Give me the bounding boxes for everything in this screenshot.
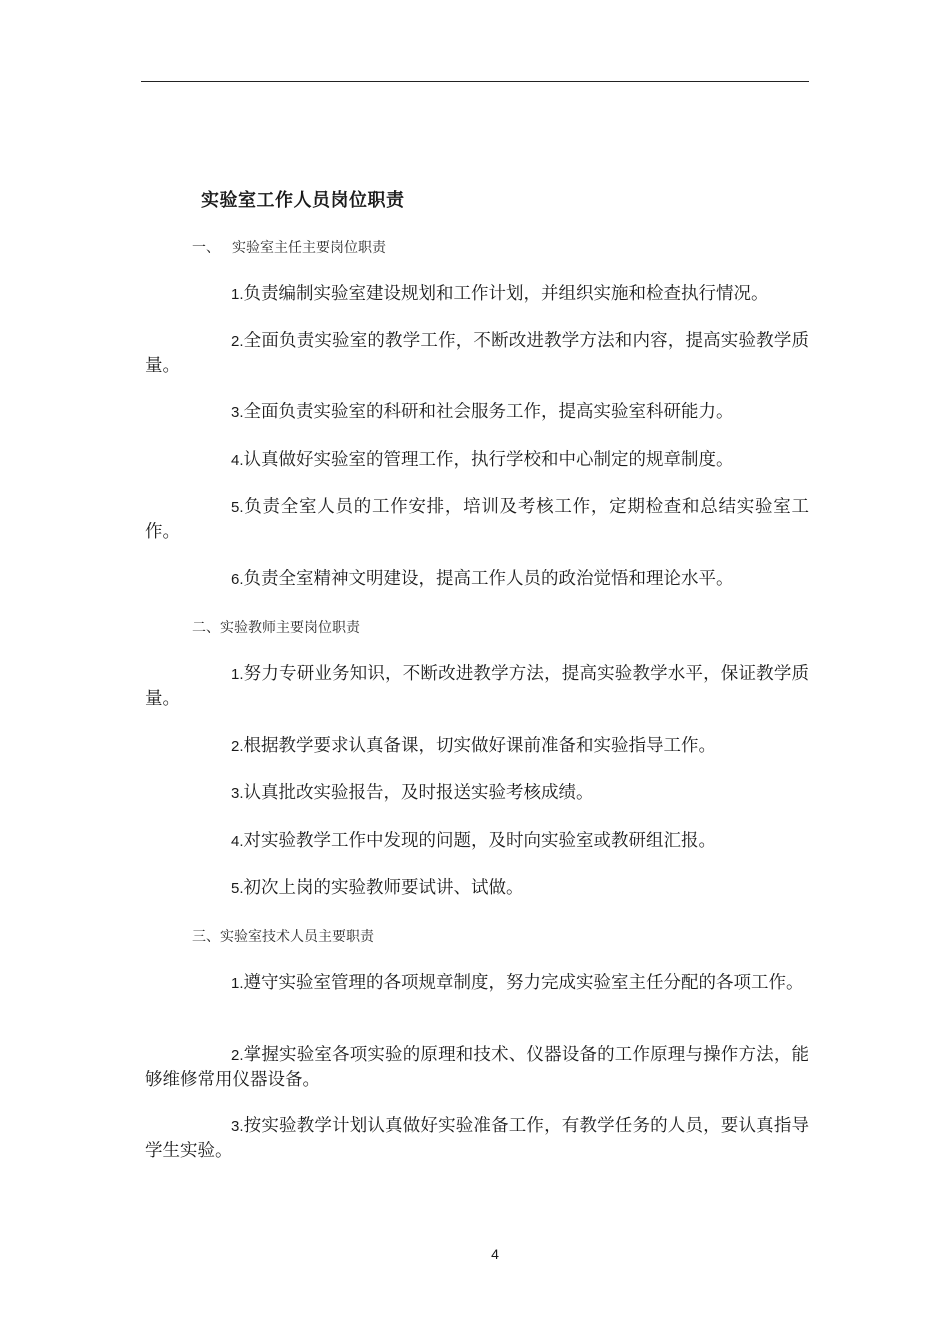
list-item	[145, 829, 809, 854]
item-number: 4.	[231, 452, 244, 469]
section-heading-2	[192, 617, 360, 637]
item-text: 对实验教学工作中发现的问题，及时向实验室或教研组汇报。	[243, 831, 717, 851]
list-item	[145, 971, 809, 996]
item-text: 认真批改实验报告，及时报送实验考核成绩。	[243, 783, 594, 803]
item-text: 掌握实验室各项实验的原理和技术、仪器设备的工作原理与操作方法，能够维修常用仪器设备。	[145, 1045, 809, 1090]
list-item	[145, 567, 809, 592]
list-item	[145, 400, 809, 425]
page-number: 4	[491, 1246, 499, 1262]
section-heading-1	[192, 237, 386, 257]
section-number: 三、	[192, 929, 220, 945]
item-text: 负责编制实验室建设规划和工作计划，并组织实施和检查执行情况。	[243, 284, 769, 304]
list-item	[145, 781, 809, 806]
item-text: 遵守实验室管理的各项规章制度，努力完成实验室主任分配的各项工作。	[243, 973, 804, 993]
item-text: 根据教学要求认真备课，切实做好课前准备和实验指导工作。	[243, 736, 717, 756]
section-title: 实验室技术人员主要职责	[220, 929, 374, 945]
item-number: 5.	[231, 880, 244, 897]
item-text: 认真做好实验室的管理工作，执行学校和中心制定的规章制度。	[243, 450, 734, 470]
list-item	[145, 734, 809, 759]
item-text: 全面负责实验室的科研和社会服务工作，提高实验室科研能力。	[243, 402, 734, 422]
section-title: 实验室主任主要岗位职责	[232, 240, 386, 256]
list-item	[145, 662, 809, 712]
list-item	[145, 282, 809, 307]
item-number: 1.	[231, 666, 244, 683]
item-text: 负责全室人员的工作安排，培训及考核工作，定期检查和总结实验室工作。	[145, 497, 809, 542]
section-number: 一、	[192, 240, 220, 256]
item-number: 1.	[231, 286, 244, 303]
item-number: 6.	[231, 571, 244, 588]
header-rule	[141, 81, 809, 82]
item-number: 3.	[231, 1118, 244, 1135]
document-title: 实验室工作人员岗位职责	[201, 190, 405, 211]
section-heading-3	[192, 926, 374, 946]
section-number: 二、	[192, 620, 220, 636]
item-number: 4.	[231, 833, 244, 850]
item-text: 努力专研业务知识，不断改进教学方法，提高实验教学水平，保证教学质量。	[145, 664, 809, 709]
list-item	[145, 1043, 809, 1093]
list-item	[145, 1114, 809, 1164]
item-number: 2.	[231, 1047, 244, 1064]
item-text: 负责全室精神文明建设，提高工作人员的政治觉悟和理论水平。	[243, 569, 734, 589]
item-text: 按实验教学计划认真做好实验准备工作，有教学任务的人员，要认真指导学生实验。	[145, 1116, 809, 1161]
list-item	[145, 876, 809, 901]
item-number: 2.	[231, 333, 244, 350]
item-number: 3.	[231, 404, 244, 421]
item-number: 3.	[231, 785, 244, 802]
list-item	[145, 329, 809, 379]
section-title: 实验教师主要岗位职责	[220, 620, 360, 636]
item-number: 5.	[231, 499, 244, 516]
list-item	[145, 495, 809, 545]
item-text: 初次上岗的实验教师要试讲、试做。	[243, 878, 524, 898]
list-item	[145, 448, 809, 473]
item-text: 全面负责实验室的教学工作，不断改进教学方法和内容，提高实验教学质量。	[145, 331, 809, 376]
item-number: 2.	[231, 738, 244, 755]
item-number: 1.	[231, 975, 244, 992]
